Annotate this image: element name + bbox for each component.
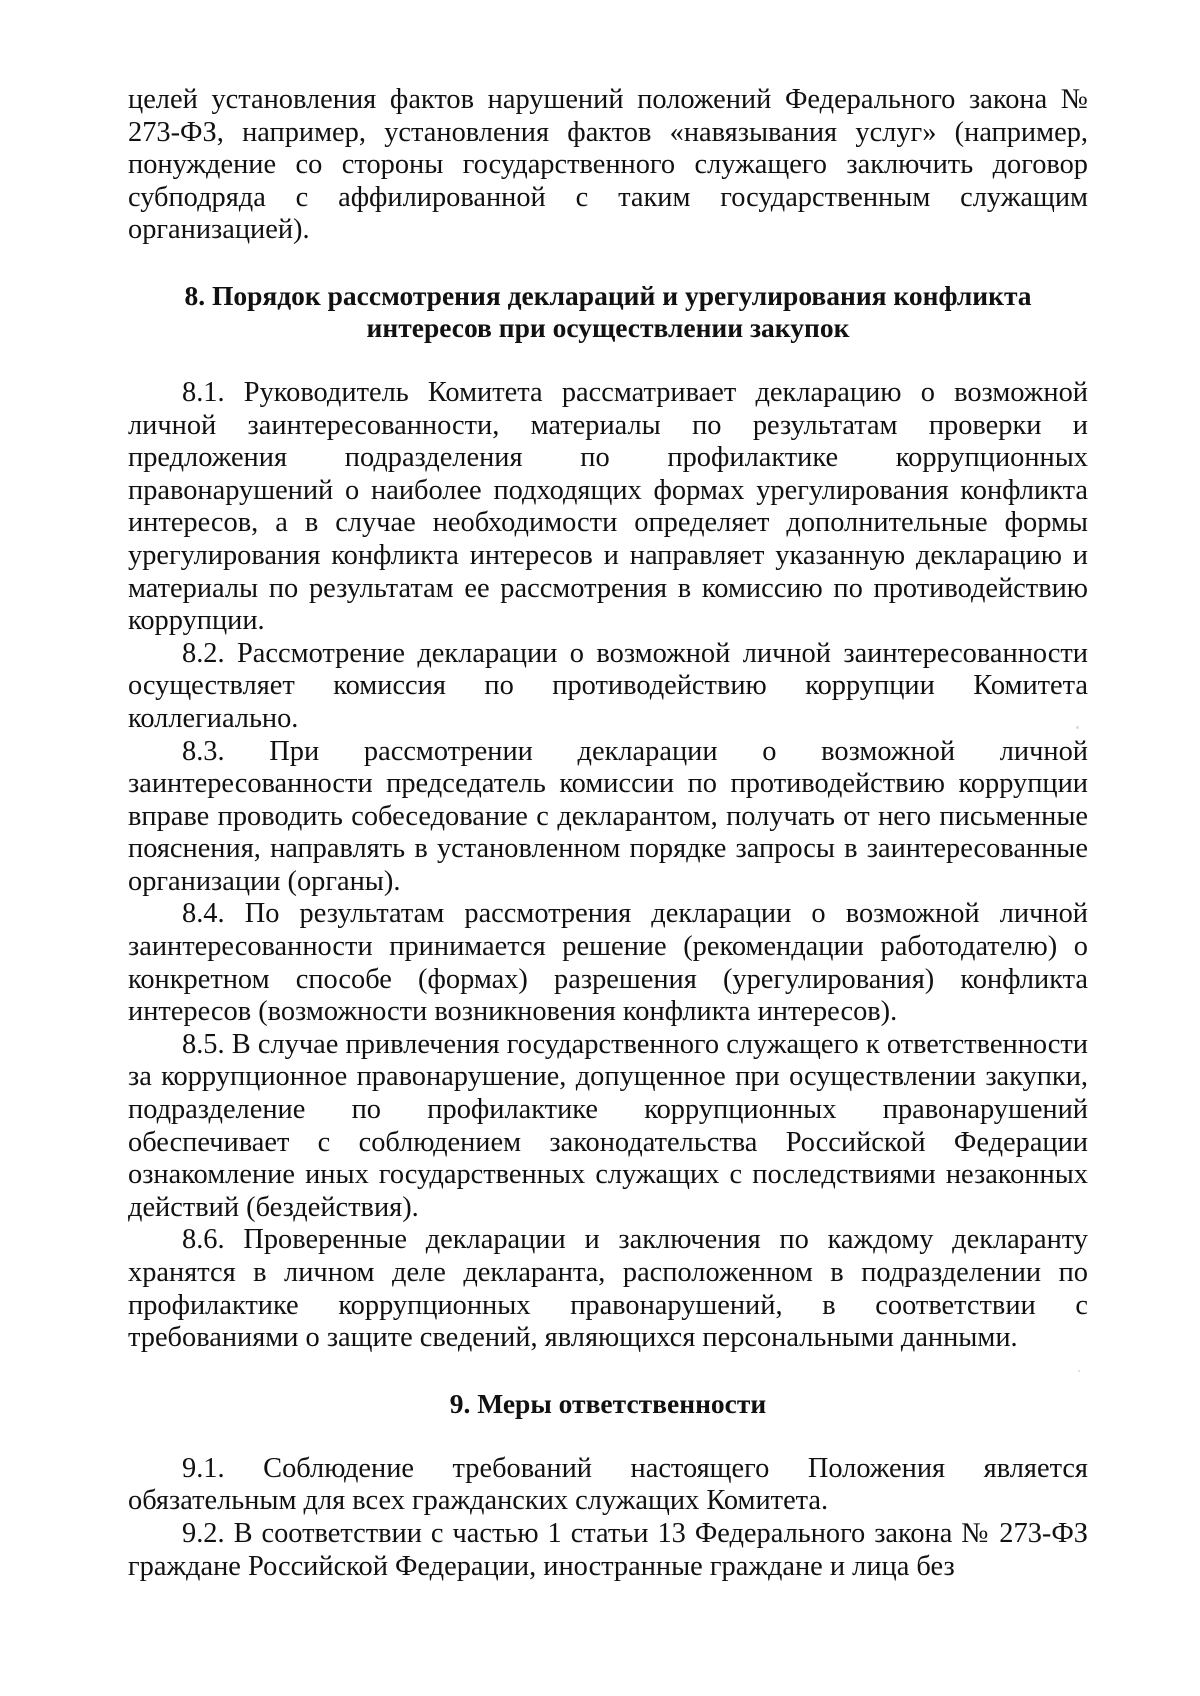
paragraph-8-1: 8.1. Руководитель Комитета рассматривает декларацию о возможной личной заинтересованности, материалы по результатам проверки и предложения подразделения по профилактике коррупционных правонарушений о наиболее подходящих формах урегулирования конфликта интересов, а в случае необходимости определяет дополнительные формы урегулирования конфликта интересов и направляет указанную декларацию и материалы по результатам ее рассмотрения в комиссию по противодействию коррупции. bbox=[128, 376, 1088, 637]
spacer bbox=[128, 247, 1088, 280]
spacer bbox=[128, 1355, 1088, 1388]
paragraph-9-2: 9.2. В соответствии с частью 1 статьи 13 Федерального закона № 273-ФЗ граждане Российской Федерации, иностранные граждане и лица без bbox=[128, 1517, 1088, 1582]
paragraph-8-3: 8.3. При рассмотрении декларации о возможной личной заинтересованности председатель комиссии по противодействию коррупции вправе проводить собеседование с декларантом, получать от него письменные пояснения, направлять в установленном порядке запросы в заинтересованные организации (органы). bbox=[128, 735, 1088, 897]
section-9-body bbox=[128, 1453, 1088, 1583]
section-8-heading bbox=[128, 280, 1088, 344]
intro-paragraph: целей установления фактов нарушений положений Федерального закона № 273-ФЗ, например, установления фактов «навязывания услуг» (например, понуждение со стороны государственного служащего заключить договор субподряда с аффилированной с таким государственным служащим организацией). bbox=[128, 84, 1088, 246]
section-8-body bbox=[128, 377, 1088, 1355]
spacer bbox=[128, 344, 1088, 377]
section-8-heading-line-1: 8. Порядок рассмотрения деклараций и урегулирования конфликта bbox=[184, 279, 1032, 311]
paragraph-8-2: 8.2. Рассмотрение декларации о возможной личной заинтересованности осуществляет комиссия по противодействию коррупции Комитета коллегиально. bbox=[128, 637, 1088, 734]
paragraph-8-6: 8.6. Проверенные декларации и заключения по каждому декларанту хранятся в личном деле декларанта, расположенном в подразделении по профилактике коррупционных правонарушений, в соответствии с требованиями о защите сведений, являющихся персональными данными. bbox=[128, 1224, 1088, 1354]
section-8-heading-line-2: интересов при осуществлении закупок bbox=[366, 311, 850, 343]
document-page bbox=[128, 84, 1088, 1583]
scan-speck bbox=[1076, 726, 1079, 729]
paragraph-8-4: 8.4. По результатам рассмотрения декларации о возможной личной заинтересованности принимается решение (рекомендации работодателю) о конкретном способе (формах) разрешения (урегулирования) конфликта интересов (возможности возникновения конфликта интересов). bbox=[128, 898, 1088, 1028]
spacer bbox=[128, 1420, 1088, 1453]
section-9-heading: 9. Меры ответственности bbox=[449, 1387, 767, 1419]
paragraph-8-5: 8.5. В случае привлечения государственного служащего к ответственности за коррупционное правонарушение, допущенное при осуществлении закупки, подразделение по профилактике коррупционных правонарушений обеспечивает с соблюдением законодательства Российской Федерации ознакомление иных государственных служащих с последствиями незаконных действий (бездействия). bbox=[128, 1028, 1088, 1223]
paragraph-9-1: 9.1. Соблюдение требований настоящего Положения является обязательным для всех гражданских служащих Комитета. bbox=[128, 1452, 1088, 1517]
scan-speck bbox=[1078, 1370, 1080, 1372]
